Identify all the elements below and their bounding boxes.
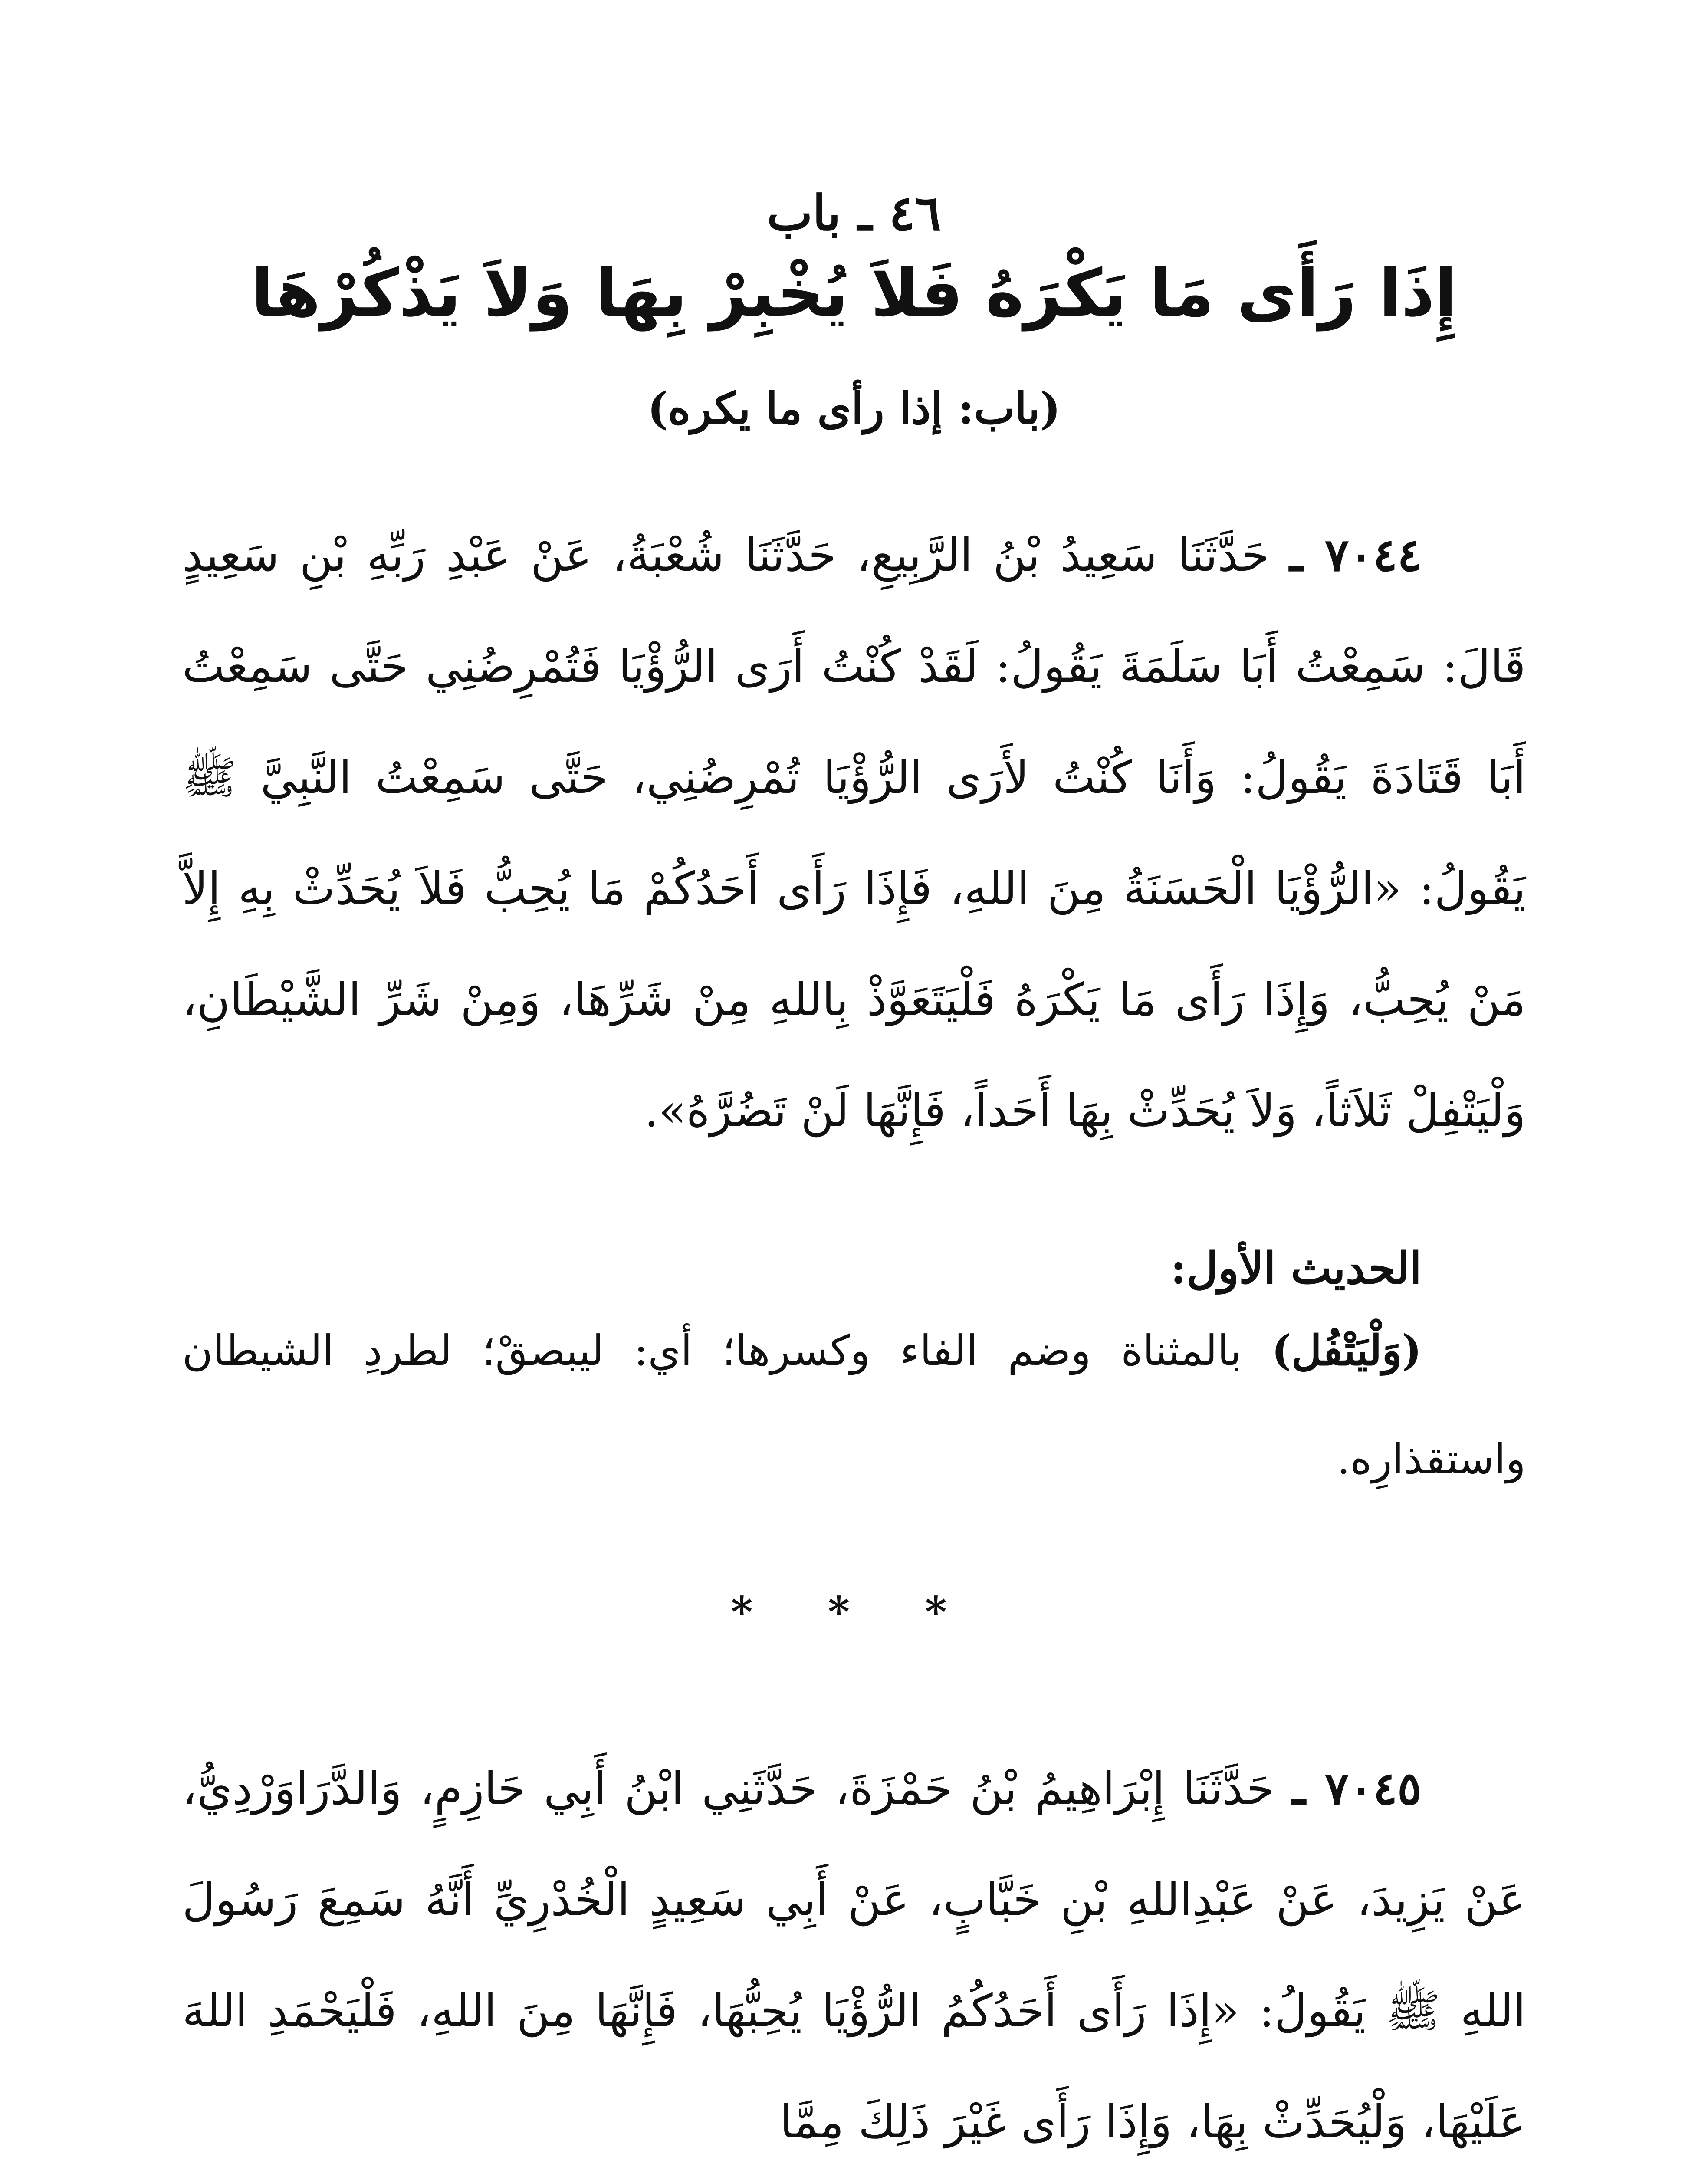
page-content <box>182 187 1526 2170</box>
commentary-paragraph <box>182 1296 1526 1513</box>
hadith-7044 <box>182 500 1526 1166</box>
section-separator: * * * <box>731 1587 977 1637</box>
hadith-text: حَدَّثَنَا سَعِيدُ بْنُ الرَّبِيعِ، حَدَّثَنَا شُعْبَةُ، عَنْ عَبْدِ رَبِّهِ بْنِ سَعِيدٍ قَالَ: سَمِعْتُ أَبَا سَلَمَةَ يَقُولُ: لَقَدْ كُنْتُ أَرَى الرُّؤْيَا فَتُمْرِضُنِي حَتَّى سَمِعْتُ أَبَا قَتَادَةَ يَقُولُ: وَأَنَا كُنْتُ لأَرَى الرُّؤْيَا تُمْرِضُنِي، حَتَّى سَمِعْتُ النَّبِيَّ ﷺ يَقُولُ: «الرُّؤْيَا الْحَسَنَةُ مِنَ اللهِ، فَإِذَا رَأَى أَحَدُكُمْ مَا يُحِبُّ فَلاَ يُحَدِّثْ بِهِ إِلاَّ مَنْ يُحِبُّ، وَإِذَا رَأَى مَا يَكْرَهُ فَلْيَتَعَوَّذْ بِاللهِ مِنْ شَرِّهَا، وَمِنْ شَرِّ الشَّيْطَانِ، وَلْيَتْفِلْ ثَلاَثاً، وَلاَ يُحَدِّثْ بِهَا أَحَداً، فَإِنَّهَا لَنْ تَضُرَّهُ». <box>182 528 1526 1137</box>
chapter-title: إِذَا رَأَى مَا يَكْرَهُ فَلاَ يُخْبِرْ بِهَا وَلاَ يَذْكُرْهَا <box>251 256 1457 332</box>
hadith-number: ٧٠٤٥ ـ <box>1292 1761 1422 1815</box>
chapter-number: ٤٦ ـ باب <box>767 185 941 242</box>
commentary-term: (وَلْيَتْفُل) <box>1271 1325 1422 1375</box>
commentary-text: بالمثناة وضم الفاء وكسرها؛ أي: ليبصقْ؛ لطردِ الشيطان واستقذارِه. <box>182 1326 1526 1483</box>
commentary-heading: الحديث الأول: <box>1170 1242 1422 1294</box>
hadith-number: ٧٠٤٤ ـ <box>1289 528 1422 582</box>
chapter-subtitle: (باب: إذا رأى ما يكره) <box>647 382 1061 434</box>
hadith-text: حَدَّثَنَا إِبْرَاهِيمُ بْنُ حَمْزَةَ، حَدَّثَنِي ابْنُ أَبِي حَازِمٍ، وَالدَّرَاوَرْدِيُّ، عَنْ يَزِيدَ، عَنْ عَبْدِاللهِ بْنِ خَبَّابٍ، عَنْ أَبِي سَعِيدٍ الْخُدْرِيِّ أَنَّهُ سَمِعَ رَسُولَ اللهِ ﷺ يَقُولُ: «إِذَا رَأَى أَحَدُكُمُ الرُّؤْيَا يُحِبُّهَا، فَإِنَّهَا مِنَ اللهِ، فَلْيَحْمَدِ اللهَ عَلَيْهَا، وَلْيُحَدِّثْ بِهَا، وَإِذَا رَأَى غَيْرَ ذَلِكَ مِمَّا <box>182 1762 1526 2148</box>
hadith-7045 <box>182 1733 1526 2170</box>
